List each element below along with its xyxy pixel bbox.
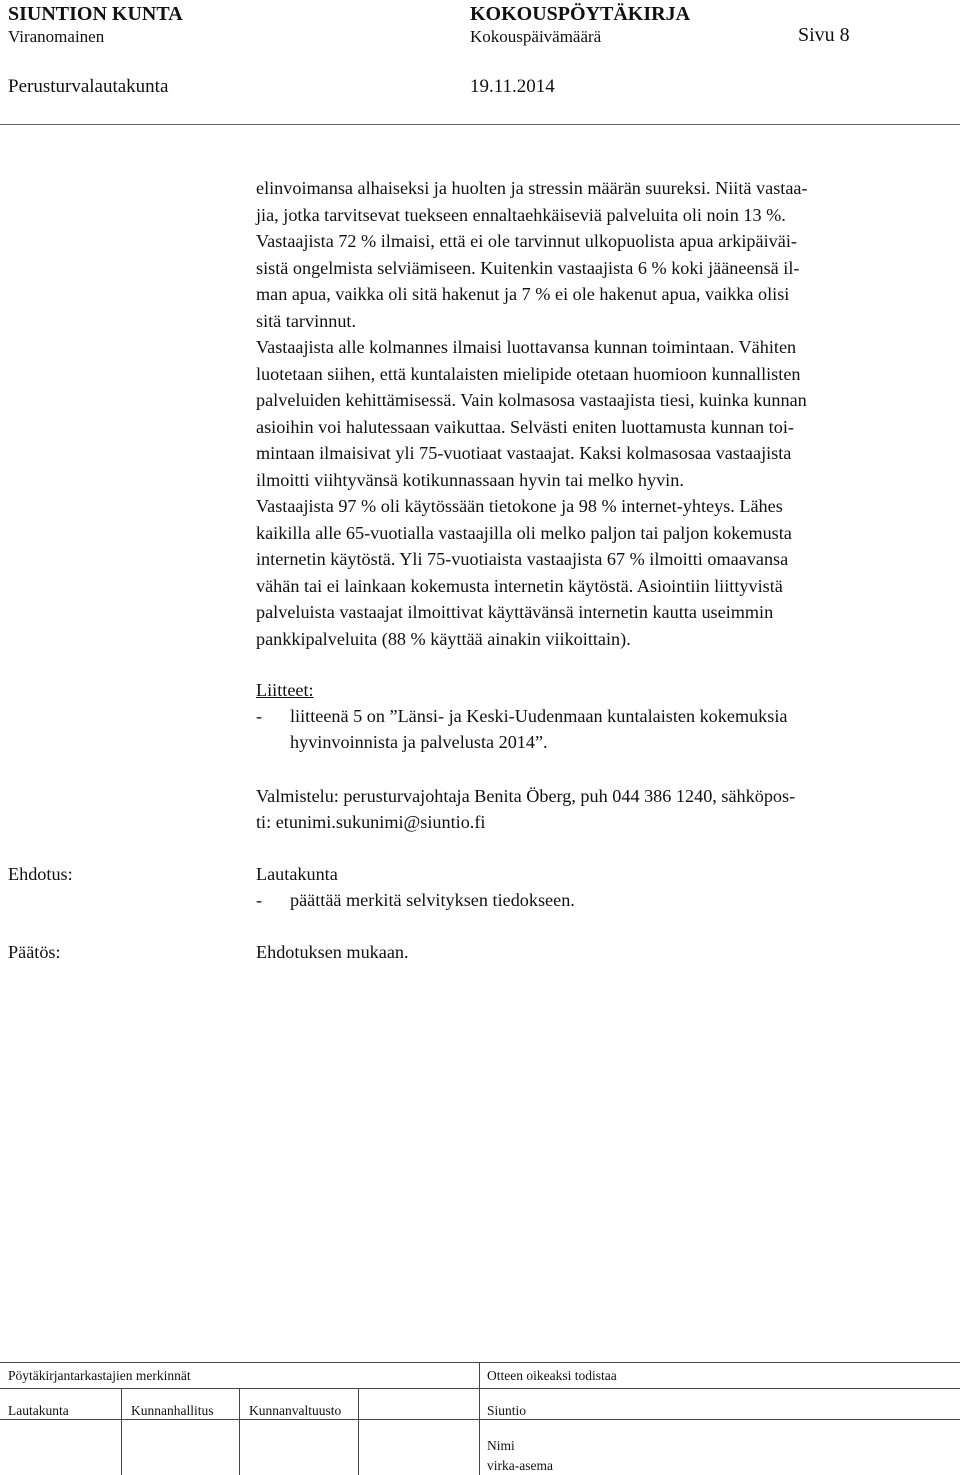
body-line: mintaan ilmaisivat yli 75-vuotiaat vastaajat. Kaksi kolmasosaa vastaajista	[256, 443, 792, 463]
footer-top-rule	[0, 1362, 960, 1363]
header-divider	[0, 124, 960, 125]
body-line: pankkipalveluita (88 % käyttää ainakin viikoittain).	[256, 628, 631, 649]
document-type: KOKOUSPÖYTÄKIRJA	[470, 3, 691, 25]
attachment-item-line1: liitteenä 5 on ”Länsi- ja Keski-Uudenmaan kuntalaisten kokemuksia	[290, 706, 788, 726]
proposal-body: Lautakunta	[256, 864, 338, 884]
body-line: man apua, vaikka oli sitä hakenut ja 7 % ei ole hakenut apua, vaikka olisi	[256, 284, 790, 304]
body-line: sistä ongelmista selviämiseen. Kuitenkin vastaajista 6 % koki jääneensä il-	[256, 257, 800, 278]
meeting-date-label: Kokouspäivämäärä	[470, 27, 602, 46]
certified-label: Otteen oikeaksi todistaa	[487, 1368, 617, 1383]
meeting-date: 19.11.2014	[470, 76, 555, 97]
attachments-heading: Liitteet:	[256, 680, 314, 700]
body-line: sitä tarvinnut.	[256, 310, 357, 331]
attachment-dash: -	[256, 706, 263, 726]
place-label: Siuntio	[487, 1403, 527, 1418]
body-line: Vastaajista alle kolmannes ilmaisi luottavansa kunnan toimintaan. Vähiten	[256, 337, 797, 357]
position-label: virka-asema	[487, 1458, 553, 1473]
col-lautakunta: Lautakunta	[8, 1403, 69, 1418]
footer-row-rule	[0, 1419, 960, 1420]
page-number: Sivu 8	[798, 24, 850, 46]
body-paragraphs	[256, 175, 956, 652]
decision-label: Päätös:	[8, 942, 61, 962]
footer-center-divider	[479, 1362, 480, 1475]
body-line: Vastaajista 97 % oli käytössään tietokone ja 98 % internet-yhteys. Lähes	[256, 496, 783, 516]
body-line: elinvoimansa alhaiseksi ja huolten ja stressin määrän suureksi. Niitä vastaa-	[256, 178, 808, 198]
body-line: vähän tai ei lainkaan kokemusta internetin käytöstä. Asiointiin liittyvistä	[256, 575, 783, 596]
footer-col-divider-1	[121, 1388, 122, 1475]
body-line: luotetaan siihen, että kuntalaisten mielipide otetaan huomioon kunnallisten	[256, 363, 801, 384]
body-line: palveluiden kehittämisessä. Vain kolmasosa vastaajista tiesi, kuinka kunnan	[256, 390, 807, 410]
body-line: jia, jotka tarvitsevat tuekseen ennaltaehkäiseviä palveluita oli noin 13 %.	[256, 204, 786, 225]
decision-text: Ehdotuksen mukaan.	[256, 942, 409, 962]
authority-label: Viranomainen	[8, 27, 105, 46]
body-line: ilmoitti viihtyvänsä kotikunnassaan hyvin tai melko hyvin.	[256, 469, 684, 490]
footer-table	[0, 1362, 960, 1475]
prepared-by-line1: Valmistelu: perusturvajohtaja Benita Öberg, puh 044 386 1240, sähköpos-	[256, 786, 796, 806]
body-line: palveluista vastaajat ilmoittivat käyttävänsä internetin kautta useimmin	[256, 602, 774, 622]
attachment-item-line2: hyvinvoinnista ja palvelusta 2014”.	[290, 732, 548, 752]
footer-mid-rule	[0, 1388, 960, 1389]
board-name: Perusturvalautakunta	[8, 76, 169, 97]
footer-col-divider-2	[239, 1388, 240, 1475]
col-kunnanvaltuusto: Kunnanvaltuusto	[249, 1403, 342, 1418]
footer-col-divider-3	[358, 1388, 359, 1475]
body-line: kaikilla alle 65-vuotialla vastaajilla oli melko paljon tai paljon kokemusta	[256, 522, 792, 543]
body-line: asioihin voi halutessaan vaikuttaa. Selvästi eniten luottamusta kunnan toi-	[256, 416, 794, 437]
body-line: internetin käytöstä. Yli 75-vuotiaista vastaajista 67 % ilmoitti omaavansa	[256, 549, 789, 569]
inspectors-label: Pöytäkirjantarkastajien merkinnät	[8, 1368, 191, 1383]
prepared-by-line2: ti: etunimi.sukunimi@siuntio.fi	[256, 812, 486, 832]
proposal-item: päättää merkitä selvityksen tiedokseen.	[290, 890, 575, 910]
body-line: Vastaajista 72 % ilmaisi, että ei ole tarvinnut ulkopuolista apua arkipäiväi-	[256, 231, 797, 251]
proposal-label: Ehdotus:	[8, 864, 73, 884]
proposal-dash: -	[256, 890, 263, 910]
municipality-name: SIUNTION KUNTA	[8, 3, 183, 25]
name-label: Nimi	[487, 1438, 515, 1453]
col-kunnanhallitus: Kunnanhallitus	[131, 1403, 214, 1418]
